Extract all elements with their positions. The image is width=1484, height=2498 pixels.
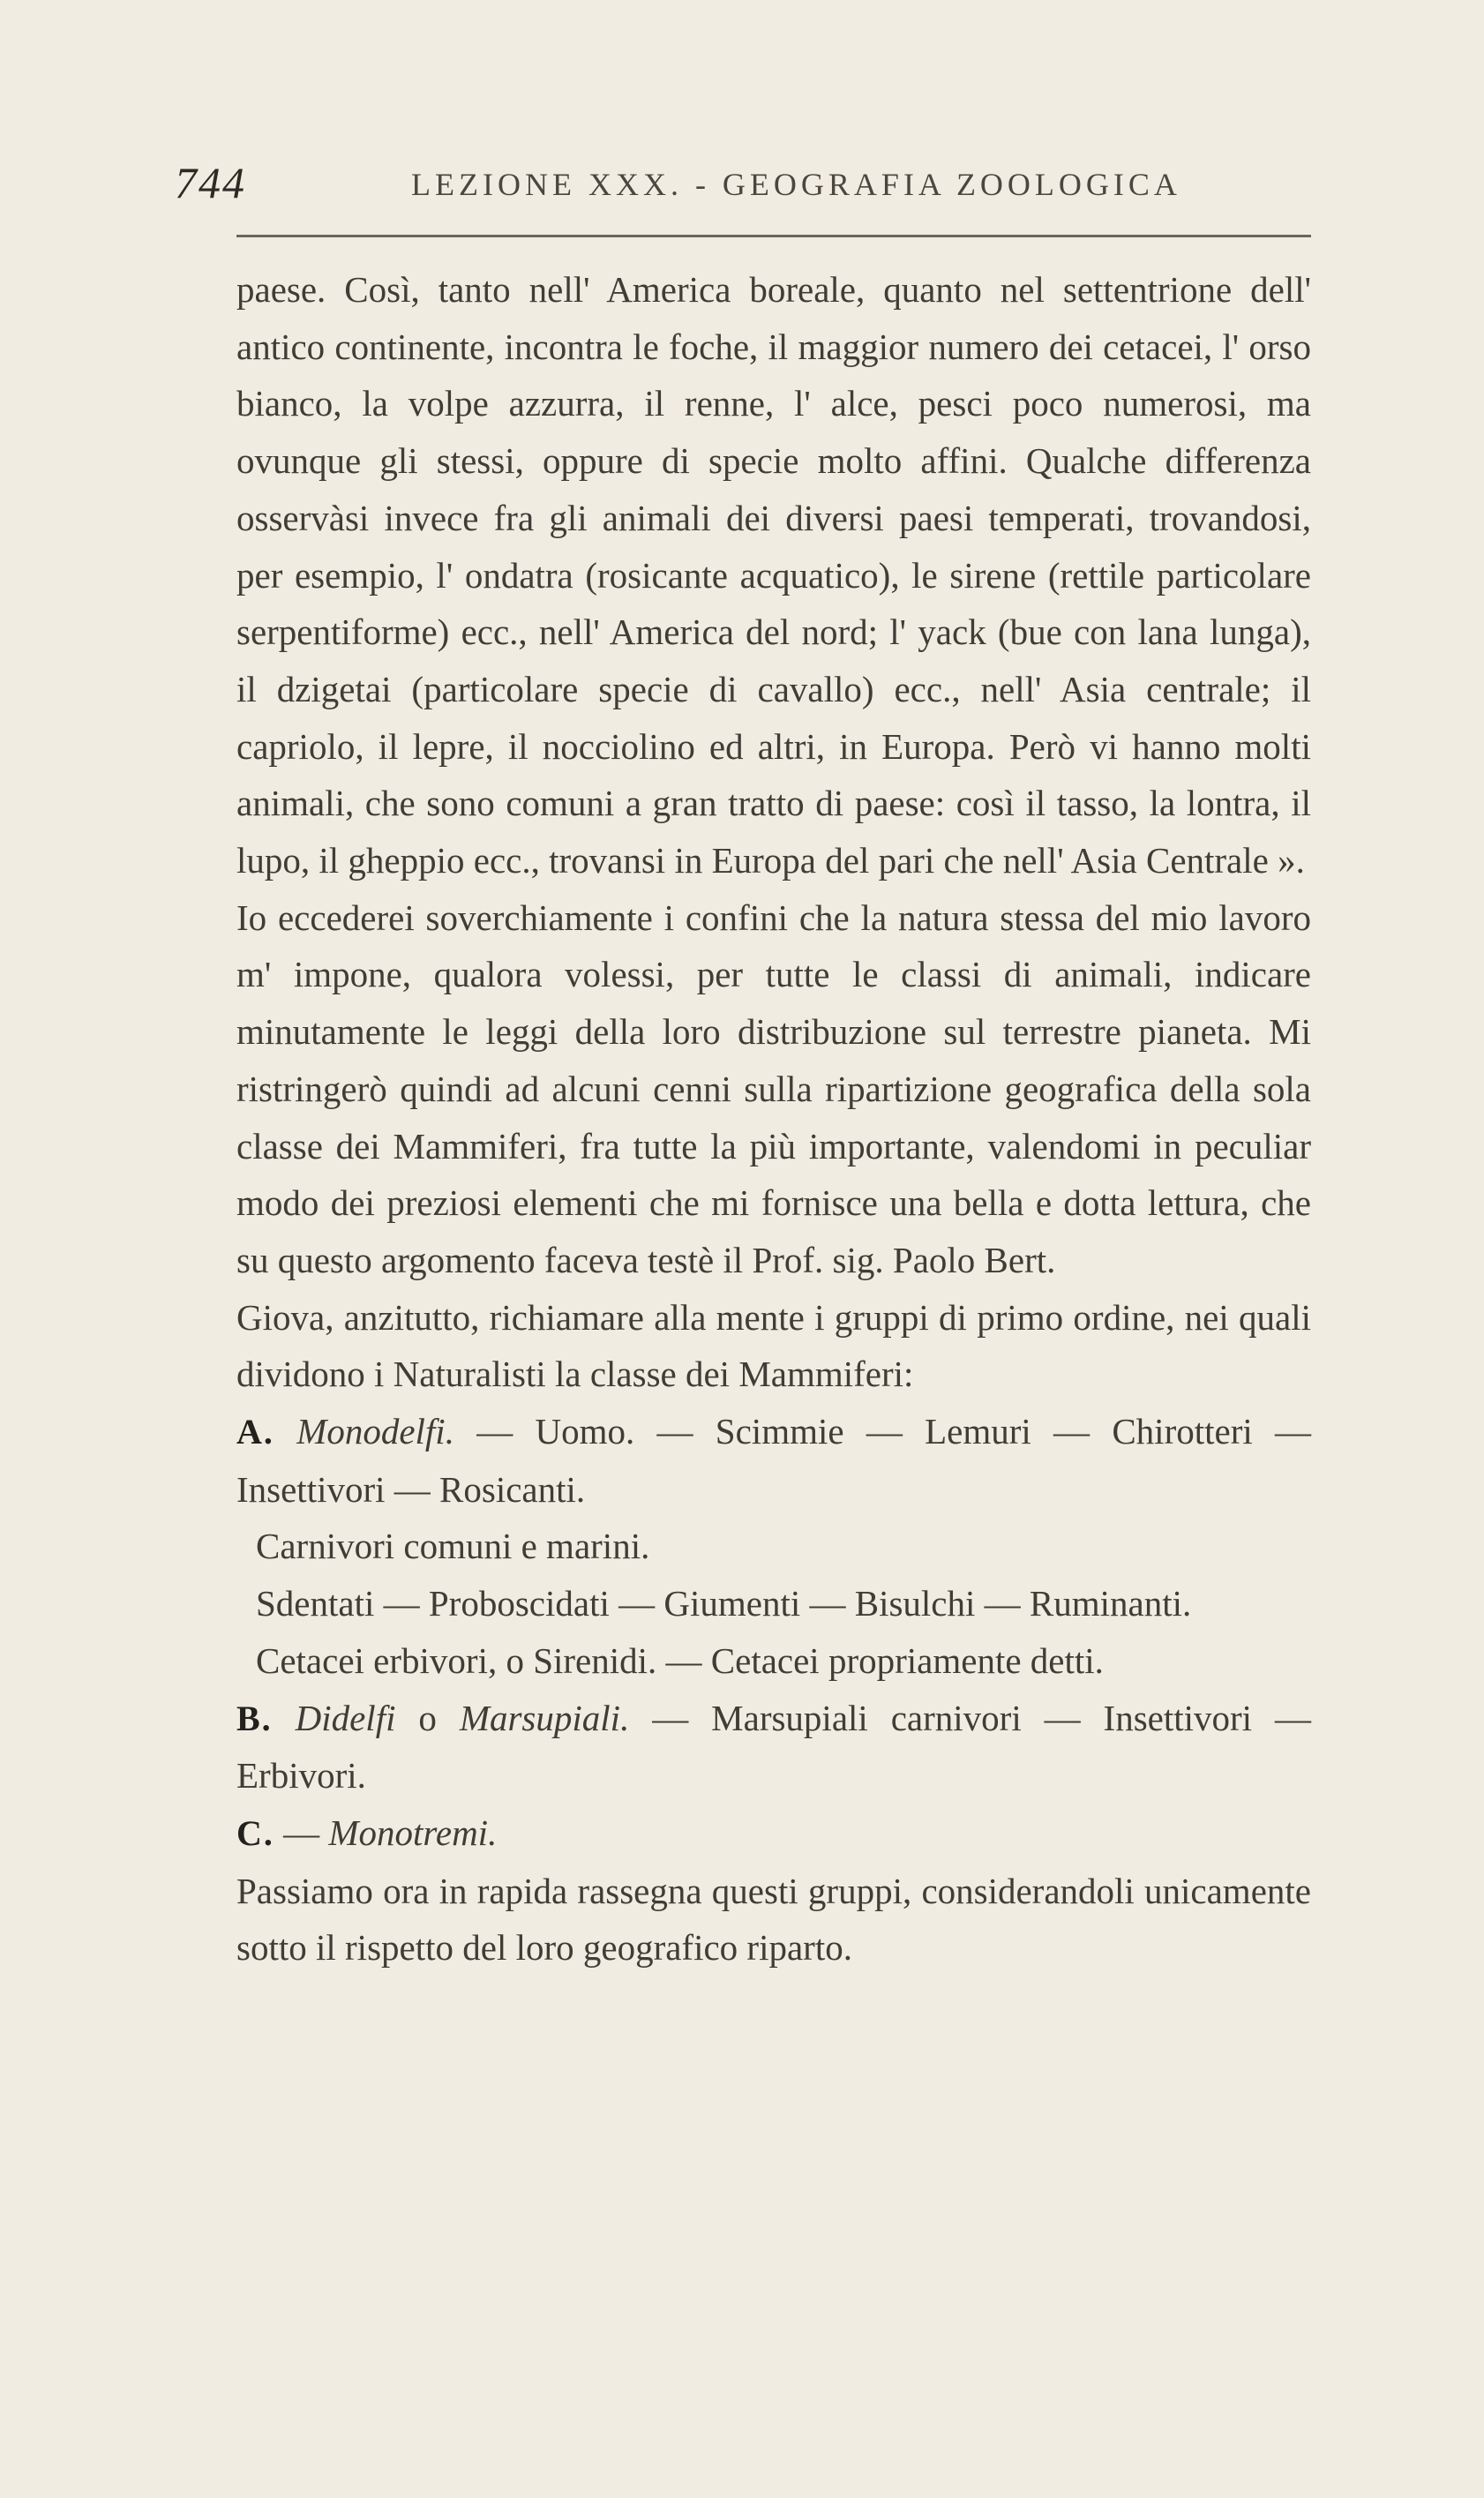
page-number: 744 (175, 158, 246, 207)
group-b-label: B. (236, 1698, 273, 1738)
group-a-members-4: Cetacei erbivori, o Sirenidi. — Cetacei propriamente detti. (256, 1639, 1104, 1681)
group-a-line-1 (236, 1403, 1311, 1518)
group-a-name: Monodelfi. (296, 1411, 454, 1452)
group-b (236, 1690, 1311, 1804)
group-a-members-1: — Uomo. — Scimmie — Lemuri — Chirotteri — Insettivori — Rosicanti. (236, 1411, 1312, 1510)
group-c (236, 1804, 1311, 1863)
group-a (236, 1403, 1311, 1690)
group-b-conj: o (418, 1697, 437, 1738)
paragraph-4: Passiamo ora in rapida rassegna questi gruppi, considerandoli unicamente sotto il rispetto del loro geografico riparto. (236, 1870, 1311, 1969)
header-rule (236, 235, 1311, 237)
paragraph-2: Io eccederei soverchiamente i confini che la natura stessa del mio lavoro m' impone, qualora volessi, per tutte le classi di animali, indicare minutamente le leggi della loro distribuzione sul terrestre pianeta. Mi ristringerò quindi ad alcuni cenni sulla ripartizione geografica della sola classe dei Mammiferi, fra tutte la più importante, valendomi in peculiar modo dei preziosi elementi che mi fornisce una bella e dotta lettura, che su questo argomento faceva testè il Prof. sig. Paolo Bert. (236, 896, 1311, 1280)
group-c-label: C. (236, 1812, 274, 1853)
group-a-label: A. (236, 1412, 274, 1452)
group-a-members-2: Carnivori comuni e marini. (256, 1526, 650, 1567)
page-body (236, 261, 1311, 1977)
paragraph-3: Giova, anzitutto, richiamare alla mente i gruppi di primo ordine, nei quali dividono i Naturalisti la classe dei Mammiferi: (236, 1296, 1311, 1395)
group-b-members: — Marsupiali carnivori — Insettivori — Erbivori. (236, 1697, 1311, 1797)
group-b-name: Didelfi (295, 1697, 396, 1738)
group-a-members-3: Sdentati — Proboscidati — Giumenti — Bisulchi — Ruminanti. (256, 1583, 1192, 1624)
group-c-dash: — (283, 1812, 320, 1853)
group-b-name-2: Marsupiali. (459, 1697, 630, 1738)
running-head: LEZIONE XXX. - GEOGRAFIA ZOOLOGICA (411, 167, 1181, 202)
paragraph-1: paese. Così, tanto nell' America boreale, quanto nel settentrione dell' antico continente, incontra le foche, il maggior numero dei cetacei, l' orso bianco, la volpe azzurra, il renne, l' alce, pesci poco numerosi, ma ovunque gli stessi, oppure di specie molto affini. Qualche differenza osservàsi invece fra gli animali dei diversi paesi temperati, trovandosi, per esempio, l' ondatra (rosicante acquatico), le sirene (rettile particolare serpentiforme) ecc., nell' America del nord; l' yack (bue con lana lunga), il dzigetai (particolare specie di cavallo) ecc., nell' Asia centrale; il capriolo, il lepre, il nocciolino ed altri, in Europa. Però vi hanno molti animali, che sono comuni a gran tratto di paese: così il tasso, la lontra, il lupo, il gheppio ecc., trovansi in Europa del pari che nell' Asia Centrale ». (236, 269, 1311, 881)
page-header (0, 0, 1484, 207)
group-c-name: Monotremi. (328, 1812, 498, 1853)
